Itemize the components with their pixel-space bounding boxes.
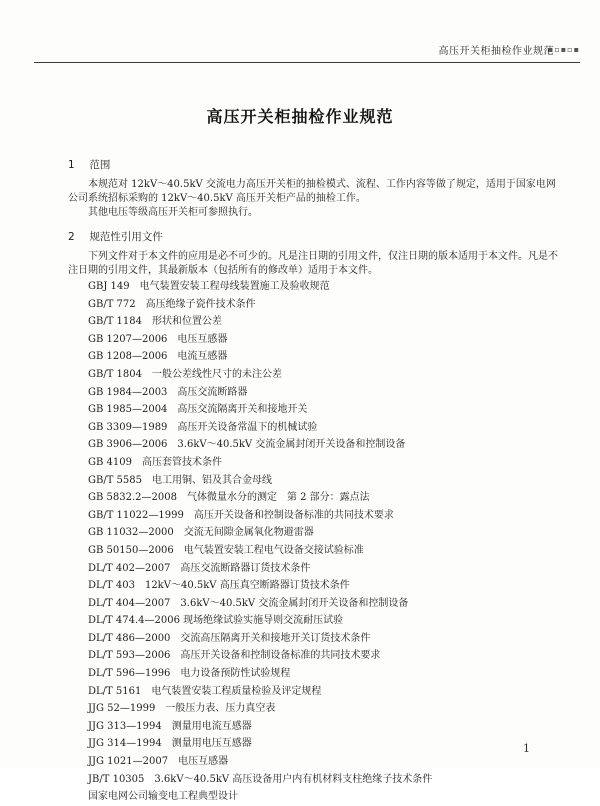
section-heading-scope (68, 158, 558, 172)
document-body (68, 158, 558, 806)
reference-item: GB/T 11022—1999 高压开关设备和控制设备标准的共同技术要求 (88, 509, 394, 521)
reference-item: DL/T 5161 电气装置安装工程质量检验及评定规程 (88, 685, 322, 697)
reference-item: DL/T 486—2000 交流高压隔离开关和接地开关订货技术条件 (88, 632, 371, 644)
reference-item: GB 1985—2004 高压交流隔离开关和接地开关 (88, 404, 308, 416)
reference-item: GB/T 1804 一般公差线性尺寸的未注公差 (88, 368, 283, 380)
section-number: 2 (68, 231, 75, 243)
reference-item: GB/T 1184 形状和位置公差 (88, 316, 223, 328)
scope-paragraph: 其他电压等级高压开关柜可参照执行。 (88, 207, 258, 218)
reference-item: GB 4109 高压套管技术条件 (88, 456, 222, 468)
scope-paragraph: 本规范对 12kV～40.5kV 交流电力高压开关柜的抽检模式、流程、工作内容等做了规定，适用于国家电网公司系统招标采购的 12kV～40.5kV 高压开关柜产品的抽检工作。 (68, 179, 556, 204)
section-title: 规范性引用文件 (89, 231, 163, 243)
running-header: 高压开关柜抽检作业规范 (438, 46, 554, 57)
page-number: 1 (523, 742, 530, 755)
section-heading-references (68, 230, 558, 244)
reference-item: GB 3309—1989 高压开关设备常温下的机械试验 (88, 421, 318, 433)
reference-item: GB 1208—2006 电流互感器 (88, 351, 228, 363)
reference-item: GB 50150—2006 电气装置安装工程电气设备交接试验标准 (88, 544, 364, 556)
reference-item: JJG 313—1994 测量用电流互感器 (88, 720, 252, 732)
reference-item: DL/T 402—2007 高压交流断路器订货技术条件 (88, 562, 311, 574)
reference-item: JJG 52—1999 一般压力表、压力真空表 (88, 703, 276, 715)
reference-item: JJG 314—1994 测量用电压互感器 (88, 738, 252, 750)
reference-item: DL/T 596—1996 电力设备预防性试验规程 (88, 668, 291, 680)
reference-list (68, 278, 558, 806)
section-number: 1 (68, 159, 75, 171)
reference-item: GB 5832.2—2008 气体微量水分的测定 第 2 部分：露点法 (88, 492, 370, 504)
reference-item: 国家电网公司输变电工程典型设计 (88, 791, 238, 803)
section-title: 范围 (89, 159, 111, 171)
reference-item: DL/T 404—2007 3.6kV～40.5kV 交流金属封闭开关设备和控制设备 (88, 597, 409, 609)
reference-item: JB/T 10305 3.6kV～40.5kV 高压设备用户内有机材料支柱绝缘子技术条件 (88, 773, 433, 785)
reference-item: DL/T 593—2006 高压开关设备和控制设备标准的共同技术要求 (88, 650, 381, 662)
reference-item: GB 11032—2000 交流无间隙金属氧化物避雷器 (88, 527, 314, 539)
reference-item: GBJ 149 电气装置安装工程母线装置施工及验收规范 (88, 281, 330, 292)
header-ornament: ▪▫▪▫▪ (547, 45, 580, 54)
reference-item: DL/T 474.4—2006 现场绝缘试验实施导则交流耐压试验 (88, 615, 344, 627)
reference-item: JJG 1021—2007 电压互感器 (88, 756, 229, 768)
page-title: 高压开关柜抽检作业规范 (206, 107, 394, 126)
references-intro: 下列文件对于本文件的应用是必不可少的。凡是注日期的引用文件，仅注日期的版本适用于本文件。凡是不注日期的引用文件，其最新版本（包括所有的修改单）适用于本文件。 (68, 251, 558, 276)
reference-item: GB 1207—2006 电压互感器 (88, 333, 228, 345)
reference-item: GB 3906—2006 3.6kV～40.5kV 交流金属封闭开关设备和控制设备 (88, 439, 406, 451)
reference-item: GB/T 772 高压绝缘子瓷件技术条件 (88, 298, 256, 310)
reference-item: GB 1984—2003 高压交流断路器 (88, 386, 248, 398)
reference-item: DL/T 403 12kV～40.5kV 高压真空断路器订货技术条件 (88, 580, 350, 592)
reference-item: GB/T 5585 电工用铜、铝及其合金母线 (88, 474, 273, 486)
